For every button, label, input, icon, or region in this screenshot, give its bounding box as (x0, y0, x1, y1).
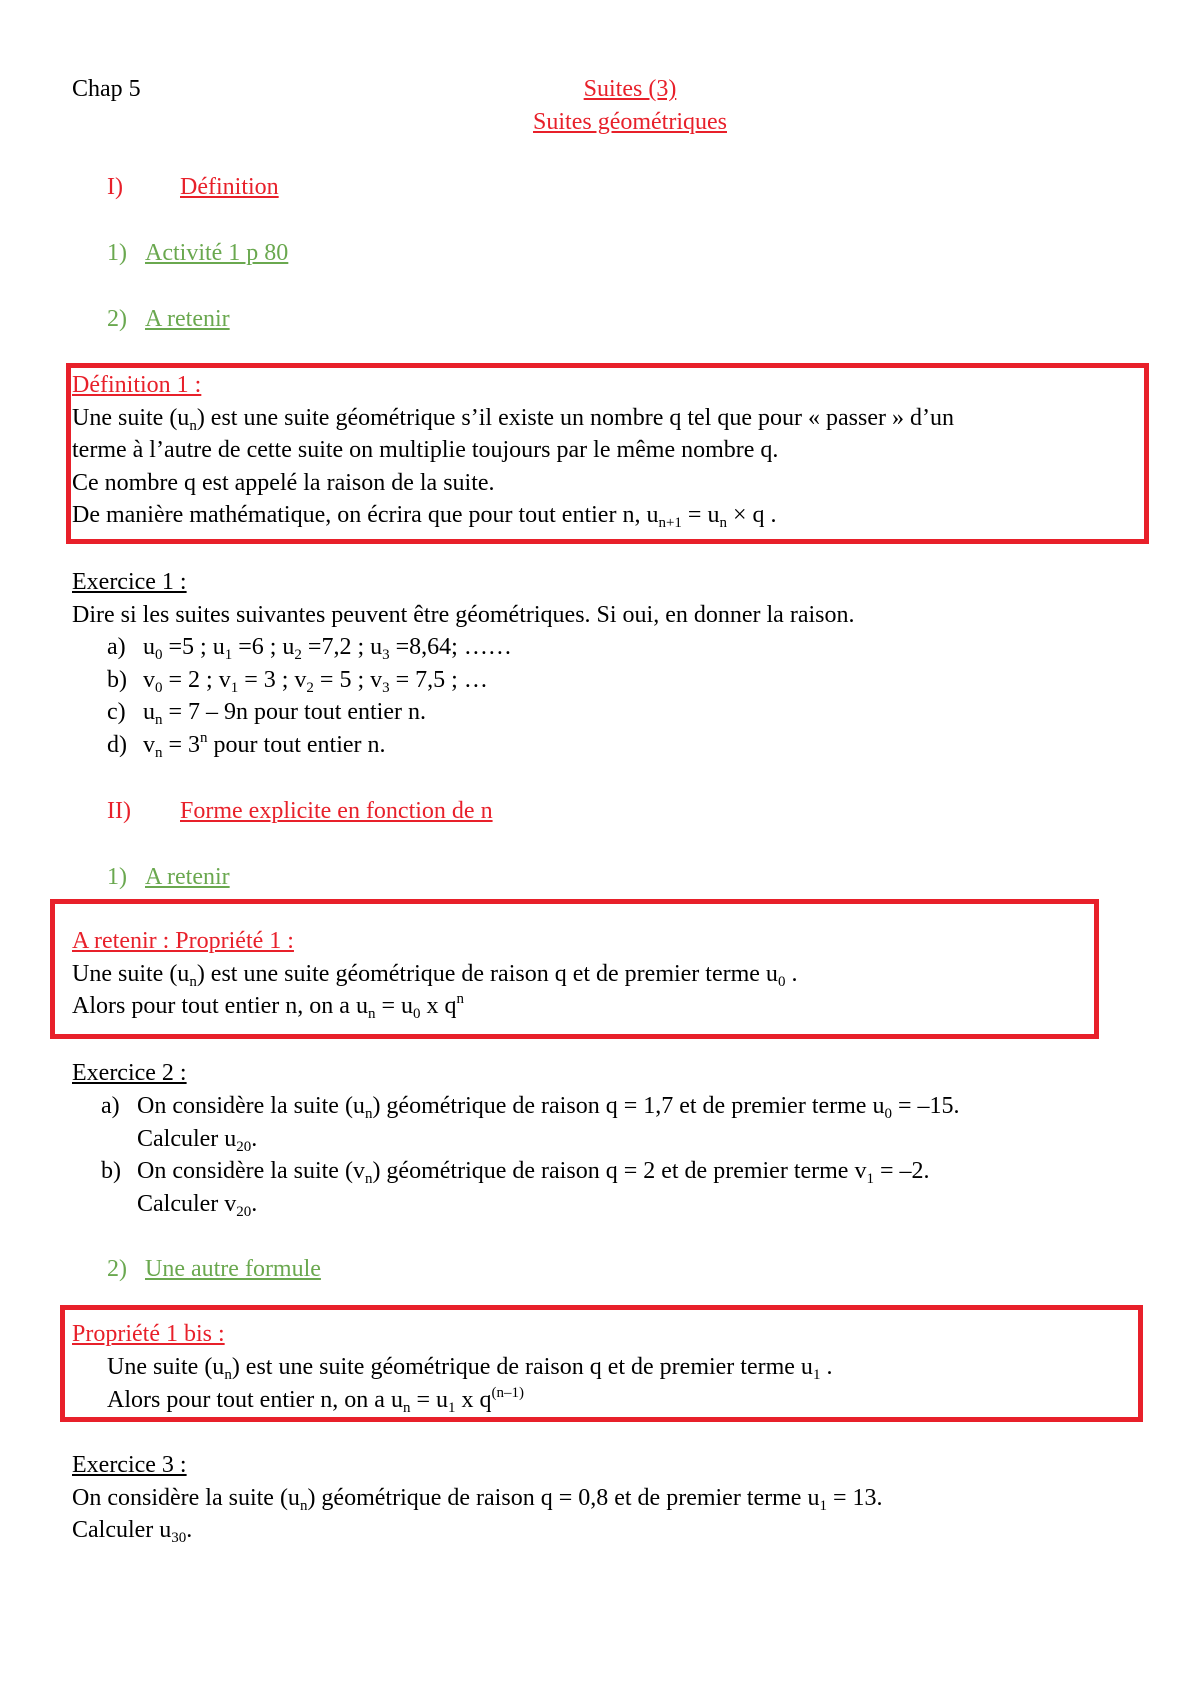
exercise-2-item-b-line-2: Calculer $v_{20}$. (137, 1190, 258, 1220)
exercise-1-item-c-label: c) (107, 699, 126, 725)
exercise-2-item-a-line-2: Calculer $u_{20}$. (137, 1125, 258, 1155)
property-1-line-1: Une suite $(u_n)$ est une suite géométrique de raison q et de premier terme $u_0$ . (72, 960, 798, 990)
exercise-2-items (137, 1090, 960, 1220)
subsection-1-2-title: A retenir (145, 306, 230, 332)
exercise-2-labels (101, 1090, 121, 1188)
definition-1-line-1: Une suite $(u_n)$ est une suite géométrique s’il existe un nombre q tel que pour « passer » d’un (72, 404, 954, 434)
definition-1-title: Définition 1 : (72, 372, 202, 398)
property-1-bis-line-1: Une suite $(u_n)$ est une suite géométrique de raison q et de premier terme $u_1$ . (107, 1354, 833, 1383)
exercise-1-labels (107, 631, 127, 761)
exercise-1-item-c: $u_n = 7 - 9n$ pour tout entier n. (143, 699, 426, 728)
section-1-title: Définition (180, 174, 279, 200)
exercise-1-item-a-label: a) (107, 634, 126, 660)
definition-1-line-2: terme à l’autre de cette suite on multiplie toujours par le même nombre q. (72, 437, 779, 463)
exercise-2-title: Exercice 2 : (72, 1060, 187, 1086)
exercise-3-title: Exercice 3 : (72, 1452, 187, 1478)
section-2-number: II) (107, 798, 131, 824)
page-subtitle: Suites géométriques (533, 109, 727, 135)
section-1-number: I) (107, 174, 123, 200)
exercise-3-line-1: On considère la suite $(u_n)$ géométrique de raison q = 0,8 et de premier terme $u_1 = 13$. (72, 1484, 883, 1514)
exercise-2-item-b-label: b) (101, 1158, 121, 1184)
property-1-line-2: Alors pour tout entier n, on a $u_n = u_0$ x $q^n$ (72, 991, 464, 1022)
subsection-1-2-number: 2) (107, 306, 127, 332)
definition-1-content (72, 369, 954, 532)
property-1-title: A retenir : Propriété 1 : (72, 928, 294, 954)
subsection-2-2-title: Une autre formule (145, 1256, 321, 1282)
exercise-1-intro: Dire si les suites suivantes peuvent être géométriques. Si oui, en donner la raison. (72, 601, 855, 628)
definition-1-line-4: De manière mathématique, on écrira que pour tout entier n, $u_{n+1} = u_n \times q$ . (72, 502, 777, 531)
property-1-bis-title: Propriété 1 bis : (72, 1321, 225, 1347)
property-1-content (72, 925, 797, 1023)
exercise-1-title: Exercice 1 : (72, 569, 187, 595)
chapter-label: Chap 5 (72, 76, 141, 102)
exercise-1-item-a: $u_0 =5$ ; $u_1 =6$ ; $u_2 =7,2$ ; $u_3 =8,64$; …… (143, 634, 512, 663)
exercise-3-line-2: Calculer $u_{30}$. (72, 1517, 193, 1546)
subsection-2-1-title: A retenir (145, 864, 230, 890)
exercise-3 (72, 1449, 883, 1547)
section-2-title: Forme explicite en fonction de n (180, 798, 493, 824)
exercise-2-item-a-line-1: On considère la suite $(u_n)$ géométrique de raison q = 1,7 et de premier terme $u_0 = -15$. (137, 1093, 960, 1122)
property-1-bis-content (107, 1351, 832, 1416)
exercise-2-item-a-label: a) (101, 1093, 120, 1119)
subsection-2-2-number: 2) (107, 1256, 127, 1282)
subsection-1-1-title: Activité 1 p 80 (145, 240, 289, 266)
subsection-2-1-number: 1) (107, 864, 127, 890)
exercise-1 (72, 566, 854, 631)
exercise-1-item-b-label: b) (107, 666, 127, 693)
exercise-1-item-b: $v_0 = 2$ ; $v_1 = 3$ ; $v_2 = 5$ ; $v_3 = 7,5$ ; … (143, 666, 488, 696)
page-title: Suites (3) (583, 76, 677, 102)
exercise-2-item-b-line-1: On considère la suite $(v_n)$ géométrique de raison q = 2 et de premier terme $v_1 = -2$. (137, 1158, 930, 1187)
property-1-bis-line-2: Alors pour tout entier n, on a $u_n = u_1$ x $q^{(n-1)}$ (107, 1384, 524, 1416)
exercise-1-item-d-label: d) (107, 731, 127, 758)
definition-1-line-3: Ce nombre q est appelé la raison de la suite. (72, 469, 495, 496)
exercise-1-items (143, 631, 512, 761)
exercise-1-item-d: $v_n = 3^n$ pour tout entier n. (143, 729, 386, 761)
subsection-1-1-number: 1) (107, 240, 127, 266)
